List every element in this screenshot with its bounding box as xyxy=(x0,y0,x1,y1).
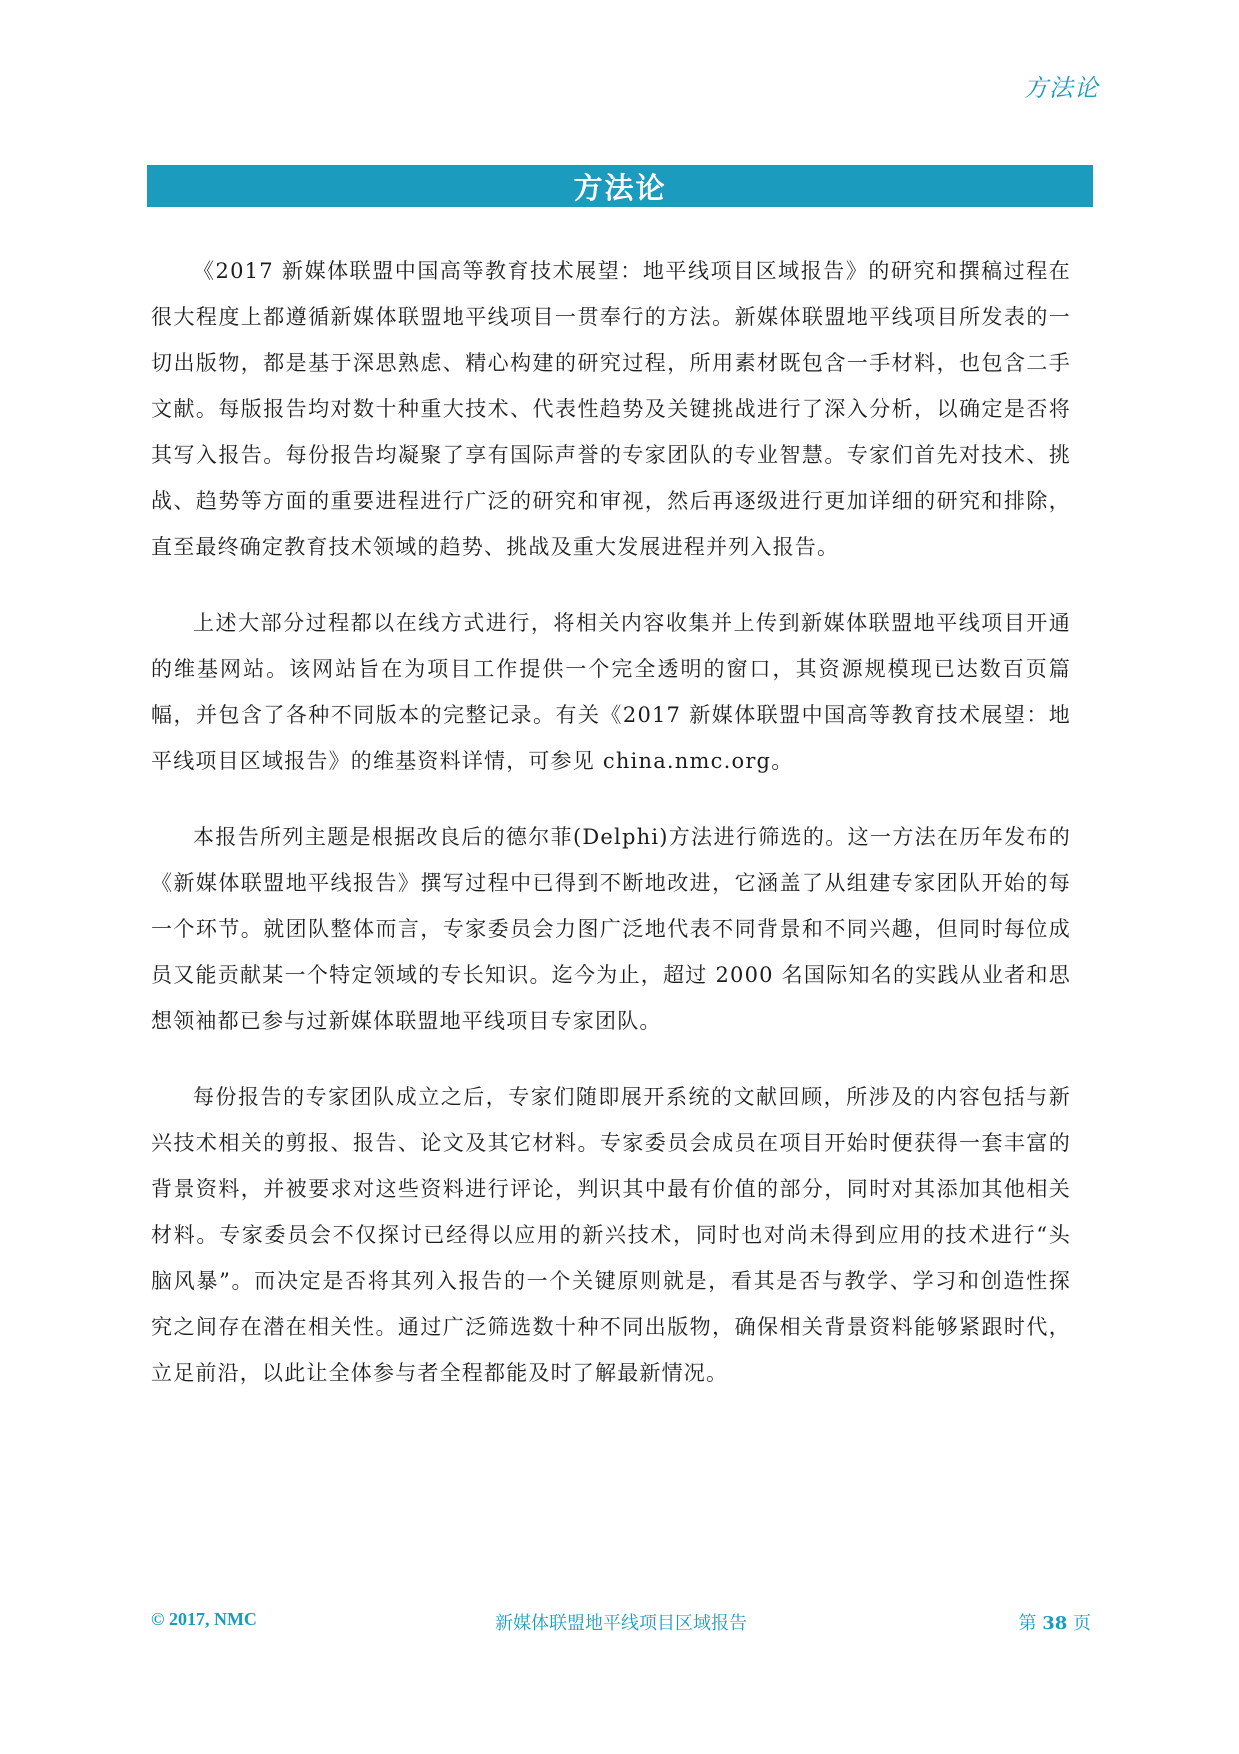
body-text xyxy=(151,248,1071,1426)
footer-report-title: 新媒体联盟地平线项目区域报告 xyxy=(495,1613,747,1634)
page-footer xyxy=(151,1609,1091,1637)
paragraph-2: 上述大部分过程都以在线方式进行，将相关内容收集并上传到新媒体联盟地平线项目开通的维基网站。该网站旨在为项目工作提供一个完全透明的窗口，其资源规模现已达数百页篇幅，并包含了各种不同版本的完整记录。有关《2017 新媒体联盟中国高等教育技术展望：地平线项目区域报告》的维基资料详情，可参见 china.nmc.org。 xyxy=(151,611,1071,773)
footer-page-number xyxy=(1018,1609,1091,1635)
footer-copyright: © 2017, NMC xyxy=(151,1609,257,1629)
running-header-title: 方法论 xyxy=(1024,74,1099,102)
section-title: 方法论 xyxy=(573,170,667,205)
page-prefix: 第 xyxy=(1018,1613,1043,1634)
page-number: 38 xyxy=(1042,1613,1068,1634)
section-title-bar xyxy=(147,165,1093,207)
page-suffix: 页 xyxy=(1067,1613,1091,1634)
paragraph-4: 每份报告的专家团队成立之后，专家们随即展开系统的文献回顾，所涉及的内容包括与新兴技术相关的剪报、报告、论文及其它材料。专家委员会成员在项目开始时便获得一套丰富的背景资料，并被要求对这些资料进行评论，判识其中最有价值的部分，同时对其添加其他相关材料。专家委员会不仅探讨已经得以应用的新兴技术，同时也对尚未得到应用的技术进行“头脑风暴”。而决定是否将其列入报告的一个关键原则就是，看其是否与教学、学习和创造性探究之间存在潜在相关性。通过广泛筛选数十种不同出版物，确保相关背景资料能够紧跟时代，立足前沿，以此让全体参与者全程都能及时了解最新情况。 xyxy=(151,1085,1071,1385)
paragraph-3: 本报告所列主题是根据改良后的德尔菲(Delphi)方法进行筛选的。这一方法在历年发布的《新媒体联盟地平线报告》撰写过程中已得到不断地改进，它涵盖了从组建专家团队开始的每一个环节。就团队整体而言，专家委员会力图广泛地代表不同背景和不同兴趣，但同时每位成员又能贡献某一个特定领域的专长知识。迄今为止，超过 2000 名国际知名的实践从业者和思想领袖都已参与过新媒体联盟地平线项目专家团队。 xyxy=(151,825,1071,1033)
paragraph-1: 《2017 新媒体联盟中国高等教育技术展望：地平线项目区域报告》的研究和撰稿过程在很大程度上都遵循新媒体联盟地平线项目一贯奉行的方法。新媒体联盟地平线项目所发表的一切出版物，都是基于深思熟虑、精心构建的研究过程，所用素材既包含一手材料，也包含二手文献。每版报告均对数十种重大技术、代表性趋势及关键挑战进行了深入分析，以确定是否将其写入报告。每份报告均凝聚了享有国际声誉的专家团队的专业智慧。专家们首先对技术、挑战、趋势等方面的重要进程进行广泛的研究和审视，然后再逐级进行更加详细的研究和排除，直至最终确定教育技术领域的趋势、挑战及重大发展进程并列入报告。 xyxy=(151,259,1071,559)
